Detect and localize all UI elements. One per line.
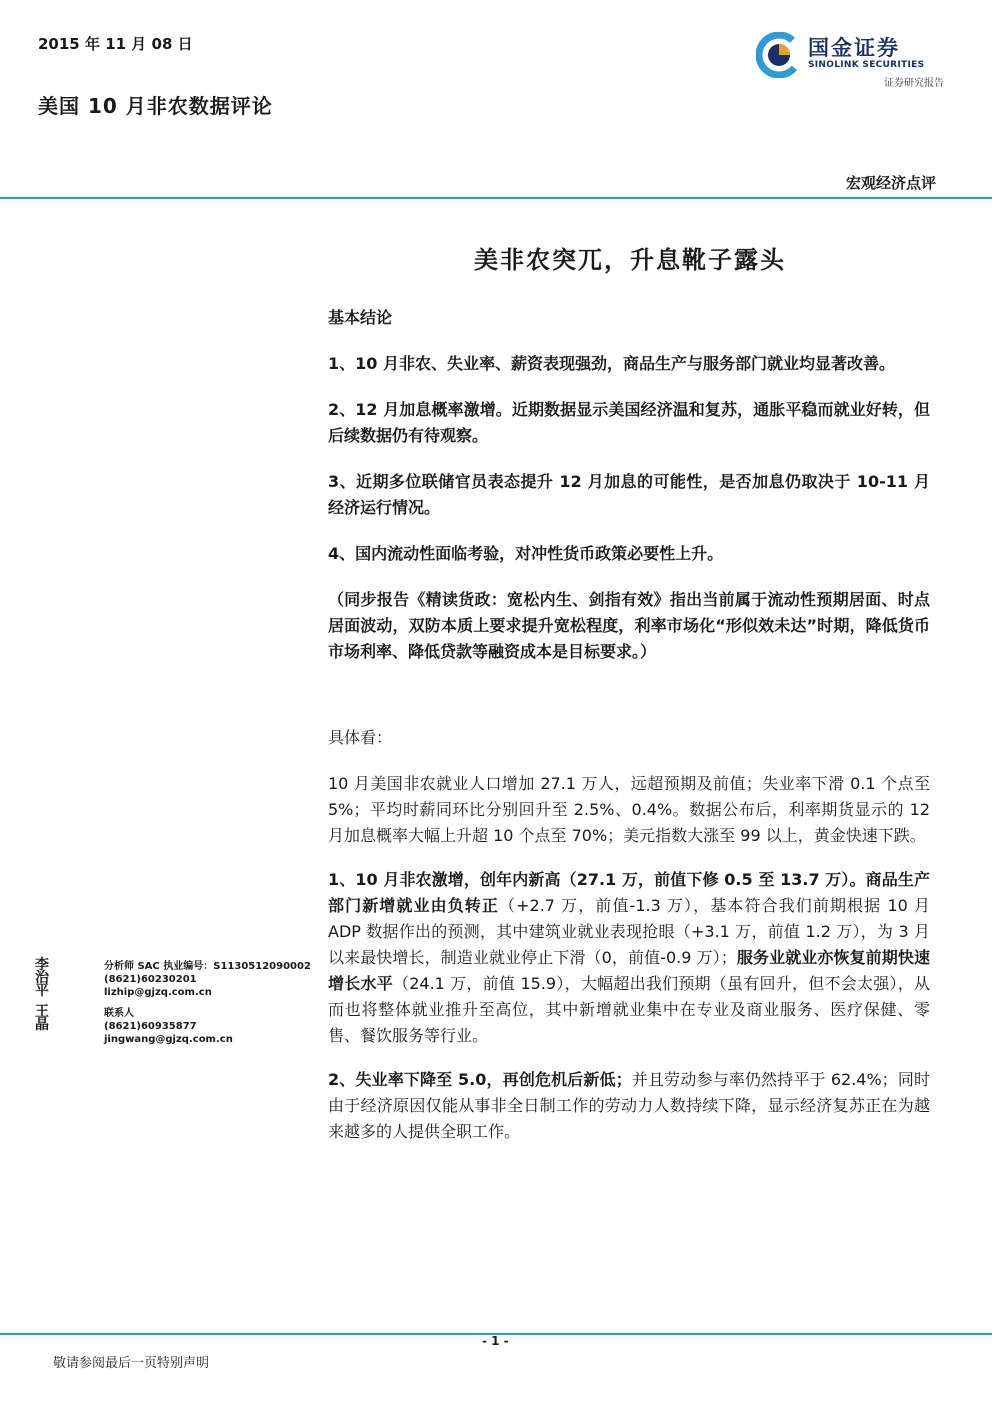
report-date: 2015 年 11 月 08 日 [38, 35, 193, 53]
details-heading: 具体看： [328, 728, 393, 747]
details-intro: 10 月美国非农就业人口增加 27.1 万人，远超预期及前值；失业率下滑 0.1 个点至 5%；平均时薪同环比分别回升至 2.5%、0.4%。数据公布后，利率期货显示的 12 月加息概率大幅上升超 10 个点至 70%；美元指数大涨至 99 以上，黄金快速下跌。 [328, 774, 930, 845]
details-p1-bold-1: 1、10 月非农激增，创年内新高（27.1 万，前值下修 0.5 至 13.7 万）。商品生产部门新增就业由负转正 [328, 870, 930, 915]
disclaimer-note: 敬请参阅最后一页特别声明 [53, 1356, 210, 1371]
analyst-1-name: 李治平 [35, 957, 49, 999]
conclusion-item-2: 2、12 月加息概率激增。近期数据显示美国经济温和复苏，通胀平稳而就业好转，但后续数据仍有待观察。 [328, 400, 930, 445]
analyst-2-email[interactable]: jingwang@gjzq.com.cn [104, 1034, 233, 1045]
logo-subtitle: 证券研究报告 [884, 78, 944, 89]
conclusion-note: （同步报告《精读货政：宽松内生、剑指有效》指出当前属于流动性预期居面、时点居面波动，双防本质上要求提升宽松程度，利率市场化“形似效未达”时期，降低货币市场利率、降低贷款等融资成本是目标要求。） [328, 590, 930, 661]
details-paragraph-1 [328, 867, 930, 1049]
spacer [328, 685, 930, 725]
header-divider [0, 197, 992, 199]
analyst-1-email[interactable]: lizhip@gjzq.com.cn [104, 987, 212, 998]
analyst-2-phone: (8621)60935877 [104, 1021, 197, 1032]
conclusions-heading: 基本结论 [328, 308, 393, 327]
details-paragraph-2 [328, 1067, 930, 1145]
conclusion-item-4: 4、国内流动性面临考验，对冲性货币政策必要性上升。 [328, 544, 724, 563]
details-p2-bold: 2、失业率下降至 5.0，再创危机后新低； [328, 1070, 632, 1089]
analyst-1-info [104, 960, 314, 999]
logo-english-name: SINOLINK SECURITIES [808, 60, 925, 70]
page-number: - 1 - [482, 1334, 509, 1348]
main-content [328, 305, 930, 1163]
details-p1-bold-2: 服务业就业亦恢复前期快速增长水平 [328, 948, 930, 993]
analyst-2-role: 联系人 [104, 1008, 134, 1019]
company-logo [756, 30, 946, 92]
details-p1-text-2: （24.1 万，前值 15.9），大幅超出我们预期（虽有回升，但不会太强），从而也将整体就业推升至高位，其中新增就业集中在专业及商业服务、医疗保健、零售、餐饮服务等行业。 [328, 974, 930, 1045]
analyst-1-phone: (8621)60230201 [104, 974, 197, 985]
analyst-2-name: 王晶 [35, 1004, 49, 1033]
logo-chinese-name: 国金证券 [808, 36, 900, 60]
headline: 美非农突兀，升息靴子露头 [474, 246, 786, 274]
sinolink-logo-icon [756, 32, 802, 78]
conclusion-item-1: 1、10 月非农、失业率、薪资表现强劲，商品生产与服务部门就业均显著改善。 [328, 354, 895, 373]
conclusion-item-3: 3、近期多位联储官员表态提升 12 月加息的可能性，是否加息仍取决于 10-11 月经济运行情况。 [328, 472, 930, 517]
report-category: 宏观经济点评 [845, 174, 936, 192]
analyst-1-license: 分析师 SAC 执业编号：S1130512090002 [104, 961, 311, 972]
report-title: 美国 10 月非农数据评论 [38, 94, 273, 118]
analyst-2-info [104, 1007, 314, 1046]
details-p2-text: 并且劳动参与率仍然持平于 62.4%；同时由于经济原因仅能从事非全日制工作的劳动力人数持续下降，显示经济复苏正在为越来越多的人提供全职工作。 [328, 1070, 930, 1141]
details-p1-text-1: （+2.7 万，前值-1.3 万），基本符合我们前期根据 10 月 ADP 数据作出的预测，其中建筑业就业表现抢眼（+3.1 万，前值 1.2 万），为 3 月以来最快增长，制造业就业停止下滑（0，前值-0.9 万）； [328, 896, 930, 967]
